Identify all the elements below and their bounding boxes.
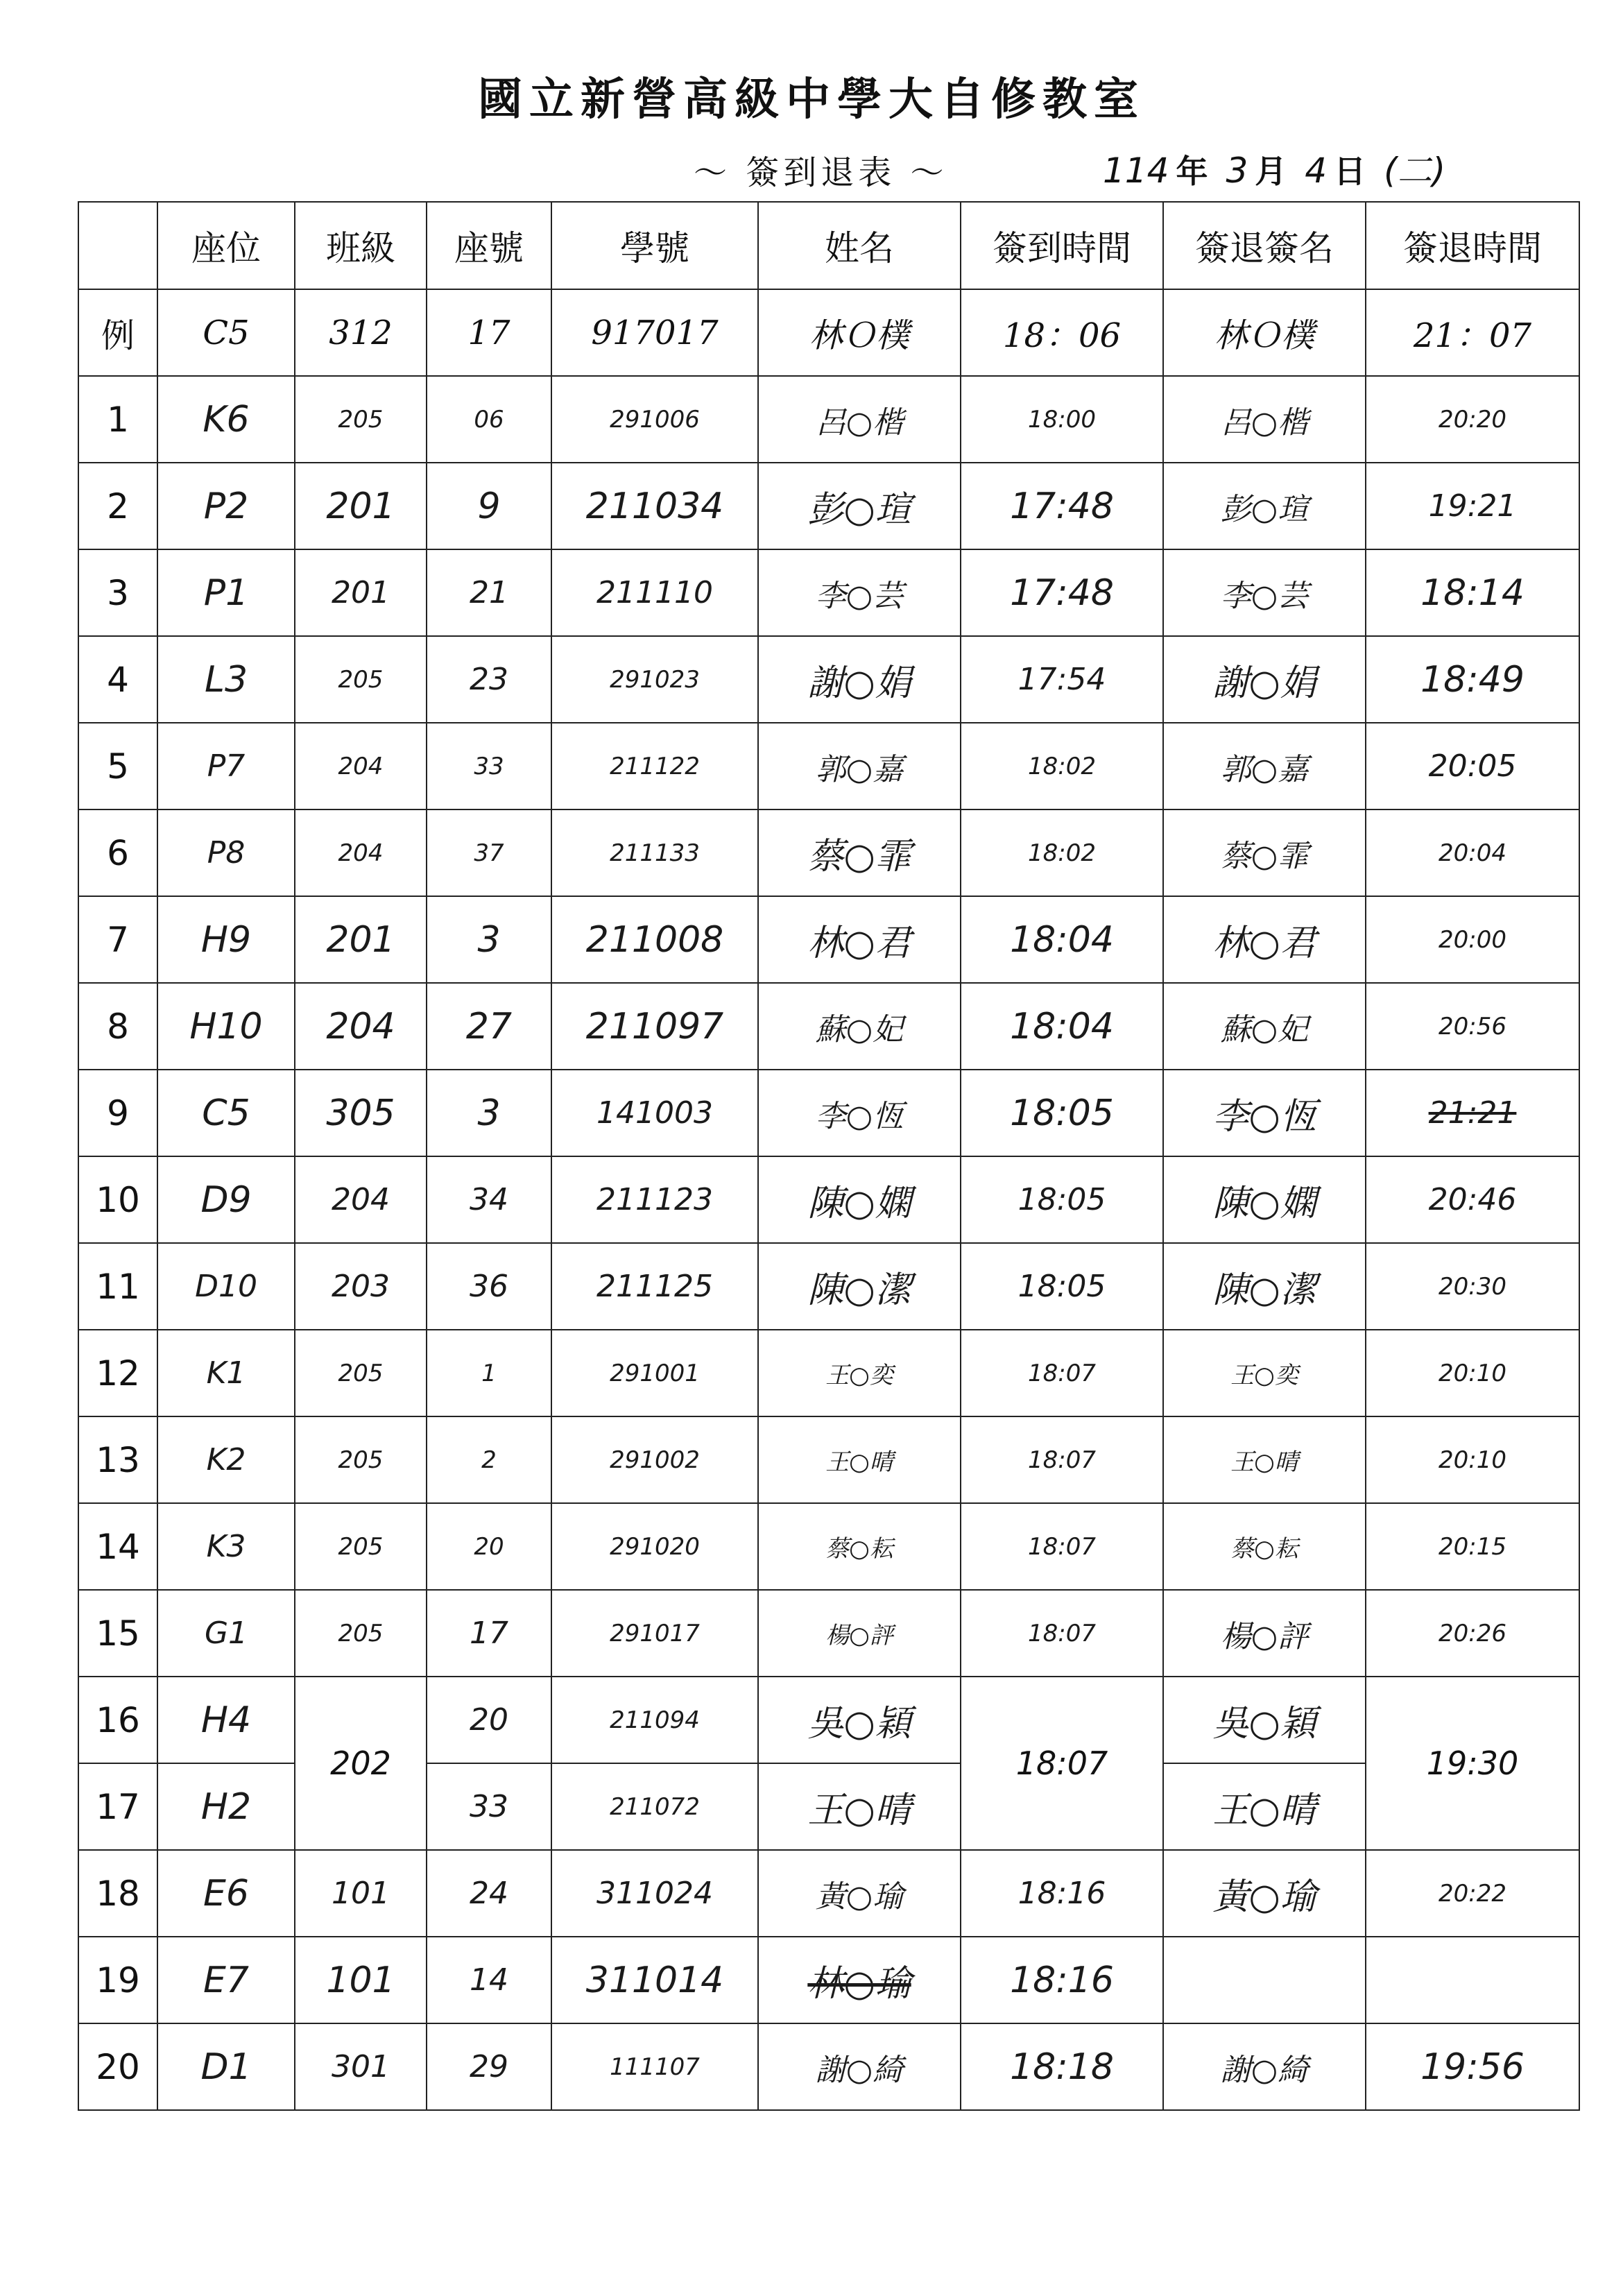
checkout-cell: 20:00 <box>1366 896 1579 983</box>
seat-cell: P8 <box>157 809 295 896</box>
table-row <box>78 983 1579 1070</box>
seat-cell: D9 <box>157 1156 295 1243</box>
student-id-cell: 211008 <box>551 896 758 983</box>
signout-name-cell: 蘇○妃 <box>1163 983 1366 1070</box>
name-cell: 李○芸 <box>758 549 961 636</box>
number-cell: 9 <box>427 463 551 549</box>
seat-cell: K2 <box>157 1416 295 1503</box>
checkin-cell: 18:02 <box>961 723 1163 809</box>
class-cell: 204 <box>295 1156 427 1243</box>
table-row <box>78 1677 1579 1763</box>
example-signout-name: 林Ｏ樸 <box>1163 289 1366 376</box>
number-cell: 20 <box>427 1677 551 1763</box>
class-cell: 203 <box>295 1243 427 1330</box>
row-number: 13 <box>78 1416 157 1503</box>
name-cell: 蔡○霏 <box>758 809 961 896</box>
checkin-cell: 17:48 <box>961 463 1163 549</box>
table-row <box>78 1243 1579 1330</box>
number-cell: 37 <box>427 809 551 896</box>
checkout-cell: 19:56 <box>1366 2023 1579 2110</box>
table-row <box>78 723 1579 809</box>
signout-name-cell: 蔡○霏 <box>1163 809 1366 896</box>
class-cell: 205 <box>295 636 427 723</box>
student-id-cell: 211097 <box>551 983 758 1070</box>
checkin-cell: 18:00 <box>961 376 1163 463</box>
signout-name-cell <box>1163 1937 1366 2023</box>
seat-cell: L3 <box>157 636 295 723</box>
row-number: 10 <box>78 1156 157 1243</box>
number-cell: 14 <box>427 1937 551 2023</box>
student-id-cell: 211122 <box>551 723 758 809</box>
date-day-unit: 日 <box>1334 153 1366 190</box>
signin-table <box>78 201 1580 2111</box>
student-id-cell: 211072 <box>551 1763 758 1850</box>
signout-name-cell: 黃○瑜 <box>1163 1850 1366 1937</box>
student-id-cell: 211110 <box>551 549 758 636</box>
signout-name-cell: 謝○娟 <box>1163 636 1366 723</box>
example-number: 17 <box>427 289 551 376</box>
checkout-cell: 18:14 <box>1366 549 1579 636</box>
student-id-cell: 141003 <box>551 1070 758 1156</box>
example-seat: C5 <box>157 289 295 376</box>
signout-name-cell: 王○奕 <box>1163 1330 1366 1416</box>
number-cell: 21 <box>427 549 551 636</box>
checkin-cell: 18:05 <box>961 1243 1163 1330</box>
name-cell: 謝○娟 <box>758 636 961 723</box>
seat-cell: H9 <box>157 896 295 983</box>
checkin-cell: 18:05 <box>961 1070 1163 1156</box>
student-id-cell: 291020 <box>551 1503 758 1590</box>
name-cell: 呂○楷 <box>758 376 961 463</box>
table-row <box>78 1503 1579 1590</box>
signout-name-cell: 蔡○耘 <box>1163 1503 1366 1590</box>
seat-cell: D10 <box>157 1243 295 1330</box>
checkin-cell: 18:04 <box>961 896 1163 983</box>
row-number: 2 <box>78 463 157 549</box>
seat-cell: C5 <box>157 1070 295 1156</box>
seat-cell: H4 <box>157 1677 295 1763</box>
number-cell: 27 <box>427 983 551 1070</box>
number-cell: 33 <box>427 1763 551 1850</box>
class-cell: 101 <box>295 1850 427 1937</box>
checkin-cell: 18:05 <box>961 1156 1163 1243</box>
student-id-cell: 211034 <box>551 463 758 549</box>
row-number: 7 <box>78 896 157 983</box>
checkin-cell: 18:07 <box>961 1416 1163 1503</box>
name-cell: 李○恆 <box>758 1070 961 1156</box>
header-row <box>78 202 1579 289</box>
date-month-unit: 月 <box>1255 153 1287 190</box>
sheet-date <box>1103 143 1445 193</box>
seat-cell: K3 <box>157 1503 295 1590</box>
row-number: 20 <box>78 2023 157 2110</box>
student-id-cell: 211125 <box>551 1243 758 1330</box>
checkout-cell: 21:21 <box>1366 1070 1579 1156</box>
signout-name-cell: 吳○穎 <box>1163 1677 1366 1763</box>
header-student-id: 學號 <box>551 202 758 289</box>
name-cell: 王○晴 <box>758 1416 961 1503</box>
student-id-cell: 111107 <box>551 2023 758 2110</box>
signout-name-cell: 楊○評 <box>1163 1590 1366 1677</box>
name-cell: 楊○評 <box>758 1590 961 1677</box>
checkout-cell: 20:10 <box>1366 1330 1579 1416</box>
table-row <box>78 1590 1579 1677</box>
number-cell: 24 <box>427 1850 551 1937</box>
checkin-cell: 17:54 <box>961 636 1163 723</box>
seat-cell: D1 <box>157 2023 295 2110</box>
seat-cell: E7 <box>157 1937 295 2023</box>
number-cell: 29 <box>427 2023 551 2110</box>
student-id-cell: 291002 <box>551 1416 758 1503</box>
row-number: 14 <box>78 1503 157 1590</box>
student-id-cell: 211123 <box>551 1156 758 1243</box>
row-number: 9 <box>78 1070 157 1156</box>
example-student-id: 917017 <box>551 289 758 376</box>
checkout-cell <box>1366 1937 1579 2023</box>
checkin-cell: 18:16 <box>961 1937 1163 2023</box>
date-day: 4 <box>1305 151 1328 191</box>
name-cell: 彭○瑄 <box>758 463 961 549</box>
number-cell: 3 <box>427 1070 551 1156</box>
date-year: 114 <box>1103 151 1169 191</box>
checkout-cell: 18:49 <box>1366 636 1579 723</box>
signout-name-cell: 王○晴 <box>1163 1416 1366 1503</box>
name-cell: 王○奕 <box>758 1330 961 1416</box>
name-cell: 蘇○妃 <box>758 983 961 1070</box>
header-checkin: 簽到時間 <box>961 202 1163 289</box>
class-cell: 201 <box>295 549 427 636</box>
row-number: 12 <box>78 1330 157 1416</box>
row-number: 11 <box>78 1243 157 1330</box>
signout-name-cell: 陳○嫻 <box>1163 1156 1366 1243</box>
table-row <box>78 1416 1579 1503</box>
class-cell: 204 <box>295 983 427 1070</box>
table-row <box>78 1850 1579 1937</box>
signout-name-cell: 李○芸 <box>1163 549 1366 636</box>
checkin-cell: 17:48 <box>961 549 1163 636</box>
table-row <box>78 809 1579 896</box>
checkout-cell: 20:15 <box>1366 1503 1579 1590</box>
name-cell: 林○瑜 <box>758 1937 961 2023</box>
number-cell: 33 <box>427 723 551 809</box>
example-class: 312 <box>295 289 427 376</box>
student-id-cell: 291006 <box>551 376 758 463</box>
seat-cell: K6 <box>157 376 295 463</box>
signout-name-cell: 李○恆 <box>1163 1070 1366 1156</box>
row-number: 16 <box>78 1677 157 1763</box>
seat-cell: P1 <box>157 549 295 636</box>
checkout-cell: 20:04 <box>1366 809 1579 896</box>
name-cell: 王○晴 <box>758 1763 961 1850</box>
class-cell: 205 <box>295 376 427 463</box>
name-cell: 陳○嫻 <box>758 1156 961 1243</box>
row-number: 18 <box>78 1850 157 1937</box>
seat-cell: E6 <box>157 1850 295 1937</box>
signout-name-cell: 陳○潔 <box>1163 1243 1366 1330</box>
checkout-cell: 20:46 <box>1366 1156 1579 1243</box>
checkout-cell: 20:20 <box>1366 376 1579 463</box>
class-cell: 205 <box>295 1330 427 1416</box>
row-number: 5 <box>78 723 157 809</box>
signout-name-cell: 呂○楷 <box>1163 376 1366 463</box>
number-cell: 17 <box>427 1590 551 1677</box>
number-cell: 36 <box>427 1243 551 1330</box>
table-row <box>78 1937 1579 2023</box>
seat-cell: H10 <box>157 983 295 1070</box>
table-row <box>78 2023 1579 2110</box>
checkin-cell: 18:16 <box>961 1850 1163 1937</box>
signout-name-cell: 王○晴 <box>1163 1763 1366 1850</box>
seat-cell: G1 <box>157 1590 295 1677</box>
date-month: 3 <box>1226 151 1248 191</box>
table-row <box>78 636 1579 723</box>
checkout-cell: 20:56 <box>1366 983 1579 1070</box>
checkin-cell: 18:07 <box>961 1503 1163 1590</box>
checkout-cell: 20:22 <box>1366 1850 1579 1937</box>
class-cell: 205 <box>295 1590 427 1677</box>
signout-name-cell: 謝○綺 <box>1163 2023 1366 2110</box>
table-row <box>78 1070 1579 1156</box>
number-cell: 3 <box>427 896 551 983</box>
student-id-cell: 291023 <box>551 636 758 723</box>
checkin-cell: 18:07 <box>961 1590 1163 1677</box>
number-cell: 34 <box>427 1156 551 1243</box>
class-cell: 201 <box>295 896 427 983</box>
table-row <box>78 1330 1579 1416</box>
example-checkin: 18：06 <box>961 289 1163 376</box>
table-row <box>78 463 1579 549</box>
seat-cell: H2 <box>157 1763 295 1850</box>
number-cell: 23 <box>427 636 551 723</box>
number-cell: 20 <box>427 1503 551 1590</box>
row-number: 4 <box>78 636 157 723</box>
row-number: 1 <box>78 376 157 463</box>
seat-cell: K1 <box>157 1330 295 1416</box>
checkin-cell-merged: 18:07 <box>961 1677 1163 1850</box>
header-seat: 座位 <box>157 202 295 289</box>
class-cell: 205 <box>295 1416 427 1503</box>
name-cell: 謝○綺 <box>758 2023 961 2110</box>
class-cell-merged: 202 <box>295 1677 427 1850</box>
header-class: 班級 <box>295 202 427 289</box>
row-number: 15 <box>78 1590 157 1677</box>
row-number: 6 <box>78 809 157 896</box>
class-cell: 205 <box>295 1503 427 1590</box>
name-cell: 林○君 <box>758 896 961 983</box>
class-cell: 101 <box>295 1937 427 2023</box>
number-cell: 2 <box>427 1416 551 1503</box>
student-id-cell: 291001 <box>551 1330 758 1416</box>
checkout-cell: 20:10 <box>1366 1416 1579 1503</box>
row-number: 17 <box>78 1763 157 1850</box>
name-cell: 郭○嘉 <box>758 723 961 809</box>
checkout-cell: 19:21 <box>1366 463 1579 549</box>
class-cell: 305 <box>295 1070 427 1156</box>
row-number: 8 <box>78 983 157 1070</box>
name-cell: 蔡○耘 <box>758 1503 961 1590</box>
table-row <box>78 549 1579 636</box>
name-cell: 陳○潔 <box>758 1243 961 1330</box>
checkout-cell-merged: 19:30 <box>1366 1677 1579 1850</box>
example-label: 例 <box>78 289 157 376</box>
header-number: 座號 <box>427 202 551 289</box>
header-rownum <box>78 202 157 289</box>
student-id-cell: 291017 <box>551 1590 758 1677</box>
header-name: 姓名 <box>758 202 961 289</box>
class-cell: 301 <box>295 2023 427 2110</box>
table-row <box>78 896 1579 983</box>
number-cell: 06 <box>427 376 551 463</box>
seat-cell: P7 <box>157 723 295 809</box>
name-cell: 黃○瑜 <box>758 1850 961 1937</box>
row-number: 3 <box>78 549 157 636</box>
checkout-cell: 20:30 <box>1366 1243 1579 1330</box>
example-checkout: 21：07 <box>1366 289 1579 376</box>
number-cell: 1 <box>427 1330 551 1416</box>
sheet-subtitle: ～ 簽到退表 ～ <box>694 153 948 192</box>
header-checkout: 簽退時間 <box>1366 202 1579 289</box>
date-weekday: (二) <box>1384 151 1446 191</box>
checkout-cell: 20:26 <box>1366 1590 1579 1677</box>
student-id-cell: 211094 <box>551 1677 758 1763</box>
student-id-cell: 311024 <box>551 1850 758 1937</box>
signout-name-cell: 彭○瑄 <box>1163 463 1366 549</box>
example-name: 林Ｏ樸 <box>758 289 961 376</box>
name-cell: 吳○穎 <box>758 1677 961 1763</box>
checkout-cell: 20:05 <box>1366 723 1579 809</box>
example-row <box>78 289 1579 376</box>
checkin-cell: 18:07 <box>961 1330 1163 1416</box>
sheet-title: 國立新營高級中學大自修教室 <box>478 74 1145 126</box>
class-cell: 201 <box>295 463 427 549</box>
class-cell: 204 <box>295 723 427 809</box>
signout-name-cell: 郭○嘉 <box>1163 723 1366 809</box>
checkin-cell: 18:02 <box>961 809 1163 896</box>
class-cell: 204 <box>295 809 427 896</box>
signout-name-cell: 林○君 <box>1163 896 1366 983</box>
header-signout-name: 簽退簽名 <box>1163 202 1366 289</box>
seat-cell: P2 <box>157 463 295 549</box>
checkin-cell: 18:18 <box>961 2023 1163 2110</box>
student-id-cell: 311014 <box>551 1937 758 2023</box>
date-year-unit: 年 <box>1176 153 1208 190</box>
table-row <box>78 1156 1579 1243</box>
row-number: 19 <box>78 1937 157 2023</box>
student-id-cell: 211133 <box>551 809 758 896</box>
checkin-cell: 18:04 <box>961 983 1163 1070</box>
table-row <box>78 376 1579 463</box>
